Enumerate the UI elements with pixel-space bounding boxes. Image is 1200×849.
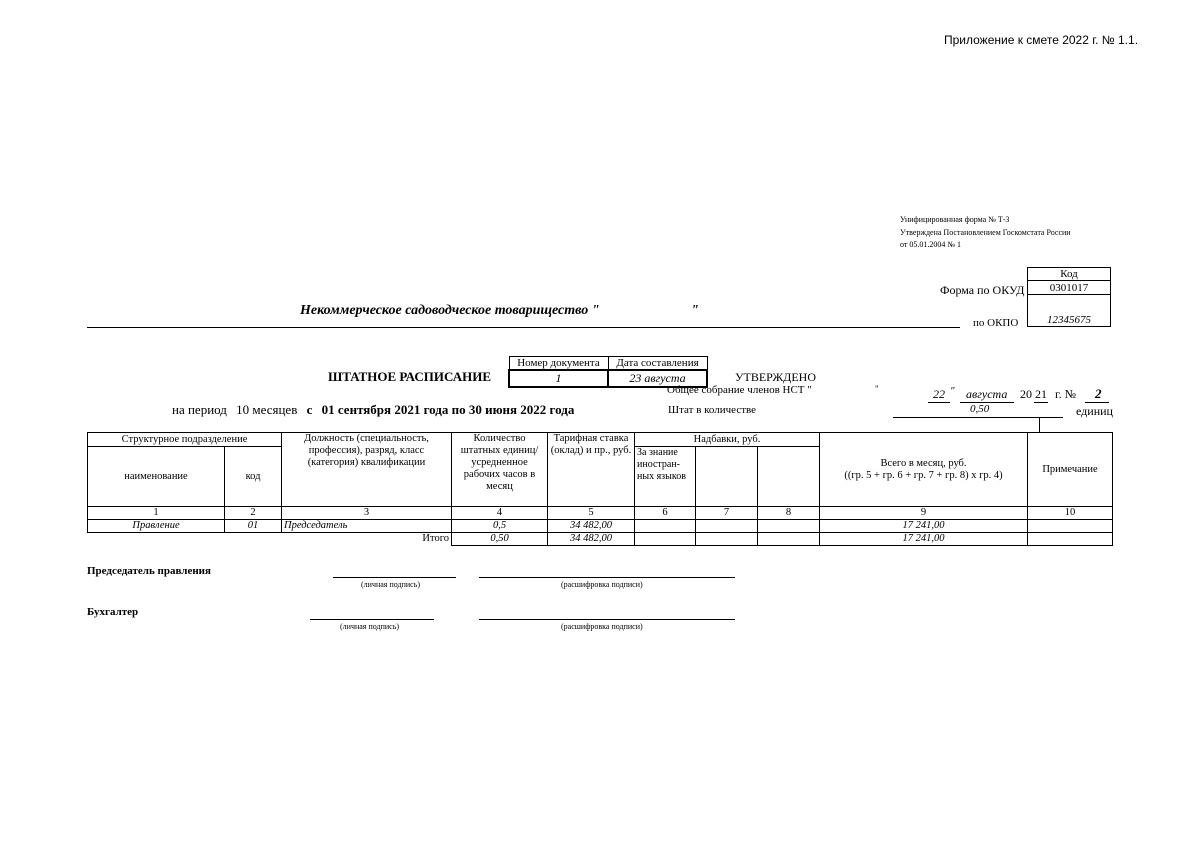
header-name: наименование — [88, 447, 225, 507]
totals-note — [1028, 533, 1113, 546]
period-from: с — [306, 402, 313, 417]
table-row — [88, 520, 1113, 533]
approval-year-suffix: 21 — [1035, 387, 1047, 401]
totals-label: Итого — [88, 533, 452, 546]
column-numbers-row — [88, 507, 1113, 520]
document-title: ШТАТНОЕ РАСПИСАНИЕ — [328, 369, 492, 384]
organization-underline — [87, 327, 960, 328]
approval-day-quote: " — [950, 385, 955, 397]
totals-row — [88, 533, 1113, 546]
appendix-note: Приложение к смете 2022 г. № 1.1. — [944, 33, 1139, 47]
chairman-decoding-caption: (расшифровка подписи) — [561, 580, 643, 589]
col-num-4: 4 — [452, 507, 548, 520]
header-struct-unit: Структурное подразделение — [88, 433, 282, 447]
accountant-decoding-line — [479, 619, 735, 620]
year-underline — [1034, 402, 1048, 403]
row-count: 0,5 — [452, 520, 548, 533]
okud-label: Форма по ОКУД — [940, 283, 1025, 297]
col-num-7: 7 — [696, 507, 758, 520]
header-foreign-lang: За знание иностран-ных языков — [635, 447, 696, 507]
header-total-month — [820, 433, 1028, 507]
header-total-month-label: Всего в месяц, руб. — [880, 457, 967, 469]
staff-label: Штат в количестве — [668, 404, 757, 416]
approval-number-value: 2 — [1095, 386, 1102, 401]
staff-underline — [893, 417, 1063, 418]
row-allowance-8 — [758, 520, 820, 533]
units-label: единиц — [1076, 404, 1113, 418]
staff-table — [87, 432, 1113, 546]
period-prefix: на период — [172, 402, 227, 417]
col-num-5: 5 — [548, 507, 635, 520]
approved-label: УТВЕРЖДЕНО — [735, 370, 817, 384]
header-note: Примечание — [1028, 433, 1113, 507]
col-num-8: 8 — [758, 507, 820, 520]
day-underline — [928, 402, 950, 403]
col-num-10: 10 — [1028, 507, 1113, 520]
header-allowance-8 — [758, 447, 820, 507]
header-allowance-7 — [696, 447, 758, 507]
period-line — [172, 402, 574, 418]
approval-day: 22 — [933, 387, 945, 401]
chairman-signature-caption: (личная подпись) — [361, 580, 421, 589]
header-total-formula: ((гр. 5 + гр. 6 + гр. 7 + гр. 8) х гр. 4) — [844, 469, 1003, 481]
doc-date-label: Дата составления — [608, 357, 707, 371]
code-box — [1027, 267, 1111, 327]
header-position: Должность (специальность, профессия), разряд, класс (категория) квалификации — [282, 433, 452, 507]
totals-total: 17 241,00 — [820, 533, 1028, 546]
okud-value: 0301017 — [1028, 281, 1111, 295]
okpo-label: по ОКПО — [973, 317, 1019, 329]
col-num-9: 9 — [820, 507, 1028, 520]
header-allowances: Надбавки, руб. — [635, 433, 820, 447]
totals-allowance-7 — [696, 533, 758, 546]
row-allowance-7 — [696, 520, 758, 533]
form-line-3: от 05.01.2004 № 1 — [900, 240, 962, 249]
col-num-6: 6 — [635, 507, 696, 520]
okpo-value: 12345675 — [1028, 295, 1111, 327]
row-total: 17 241,00 — [820, 520, 1028, 533]
row-code: 01 — [225, 520, 282, 533]
org-name-close: " — [691, 303, 699, 318]
doc-date-value: 23 августа — [608, 370, 707, 387]
approved-by-quote: " — [875, 384, 879, 394]
header-code: код — [225, 447, 282, 507]
row-allowance-6 — [635, 520, 696, 533]
row-name: Правление — [88, 520, 225, 533]
chairman-label: Председатель правления — [87, 565, 211, 577]
form-line-2: Утверждена Постановлением Госкомстата России — [900, 228, 1071, 237]
period-range: 01 сентября 2021 года по 30 июня 2022 года — [321, 402, 575, 417]
col-num-2: 2 — [225, 507, 282, 520]
approved-by: Общее собрание членов НСТ " — [667, 384, 812, 396]
organization-name — [300, 303, 699, 319]
org-name-open: Некоммерческое садоводческое товарищество " — [300, 303, 600, 318]
row-note — [1028, 520, 1113, 533]
totals-allowance-8 — [758, 533, 820, 546]
chairman-decoding-line — [479, 577, 735, 578]
accountant-signature-line — [310, 619, 434, 620]
accountant-label: Бухгалтер — [87, 606, 139, 618]
row-rate: 34 482,00 — [548, 520, 635, 533]
form-line-1: Унифицированная форма № Т-3 — [900, 215, 1010, 224]
staff-value: 0,50 — [970, 403, 990, 415]
period-months: 10 месяцев — [236, 402, 298, 417]
approval-year-prefix: 20 — [1020, 387, 1032, 401]
doc-number-value: 1 — [509, 370, 608, 387]
accountant-signature-caption: (личная подпись) — [340, 622, 400, 631]
header-rate: Тарифная ставка (оклад) и пр., руб. — [548, 433, 635, 507]
staff-tick — [1039, 417, 1040, 432]
col-num-3: 3 — [282, 507, 452, 520]
doc-number-label: Номер документа — [509, 357, 608, 371]
approval-month: августа — [966, 387, 1008, 401]
totals-allowance-6 — [635, 533, 696, 546]
col-num-1: 1 — [88, 507, 225, 520]
approval-number-label: г. № — [1055, 387, 1077, 401]
totals-rate: 34 482,00 — [548, 533, 635, 546]
kod-label: Код — [1028, 268, 1111, 281]
row-position: Председатель — [282, 520, 452, 533]
chairman-signature-line — [333, 577, 456, 578]
totals-count: 0,50 — [452, 533, 548, 546]
accountant-decoding-caption: (расшифровка подписи) — [561, 622, 643, 631]
number-underline — [1085, 402, 1109, 403]
header-count: Количество штатных единиц/усредненное рабочих часов в месяц — [452, 433, 548, 507]
